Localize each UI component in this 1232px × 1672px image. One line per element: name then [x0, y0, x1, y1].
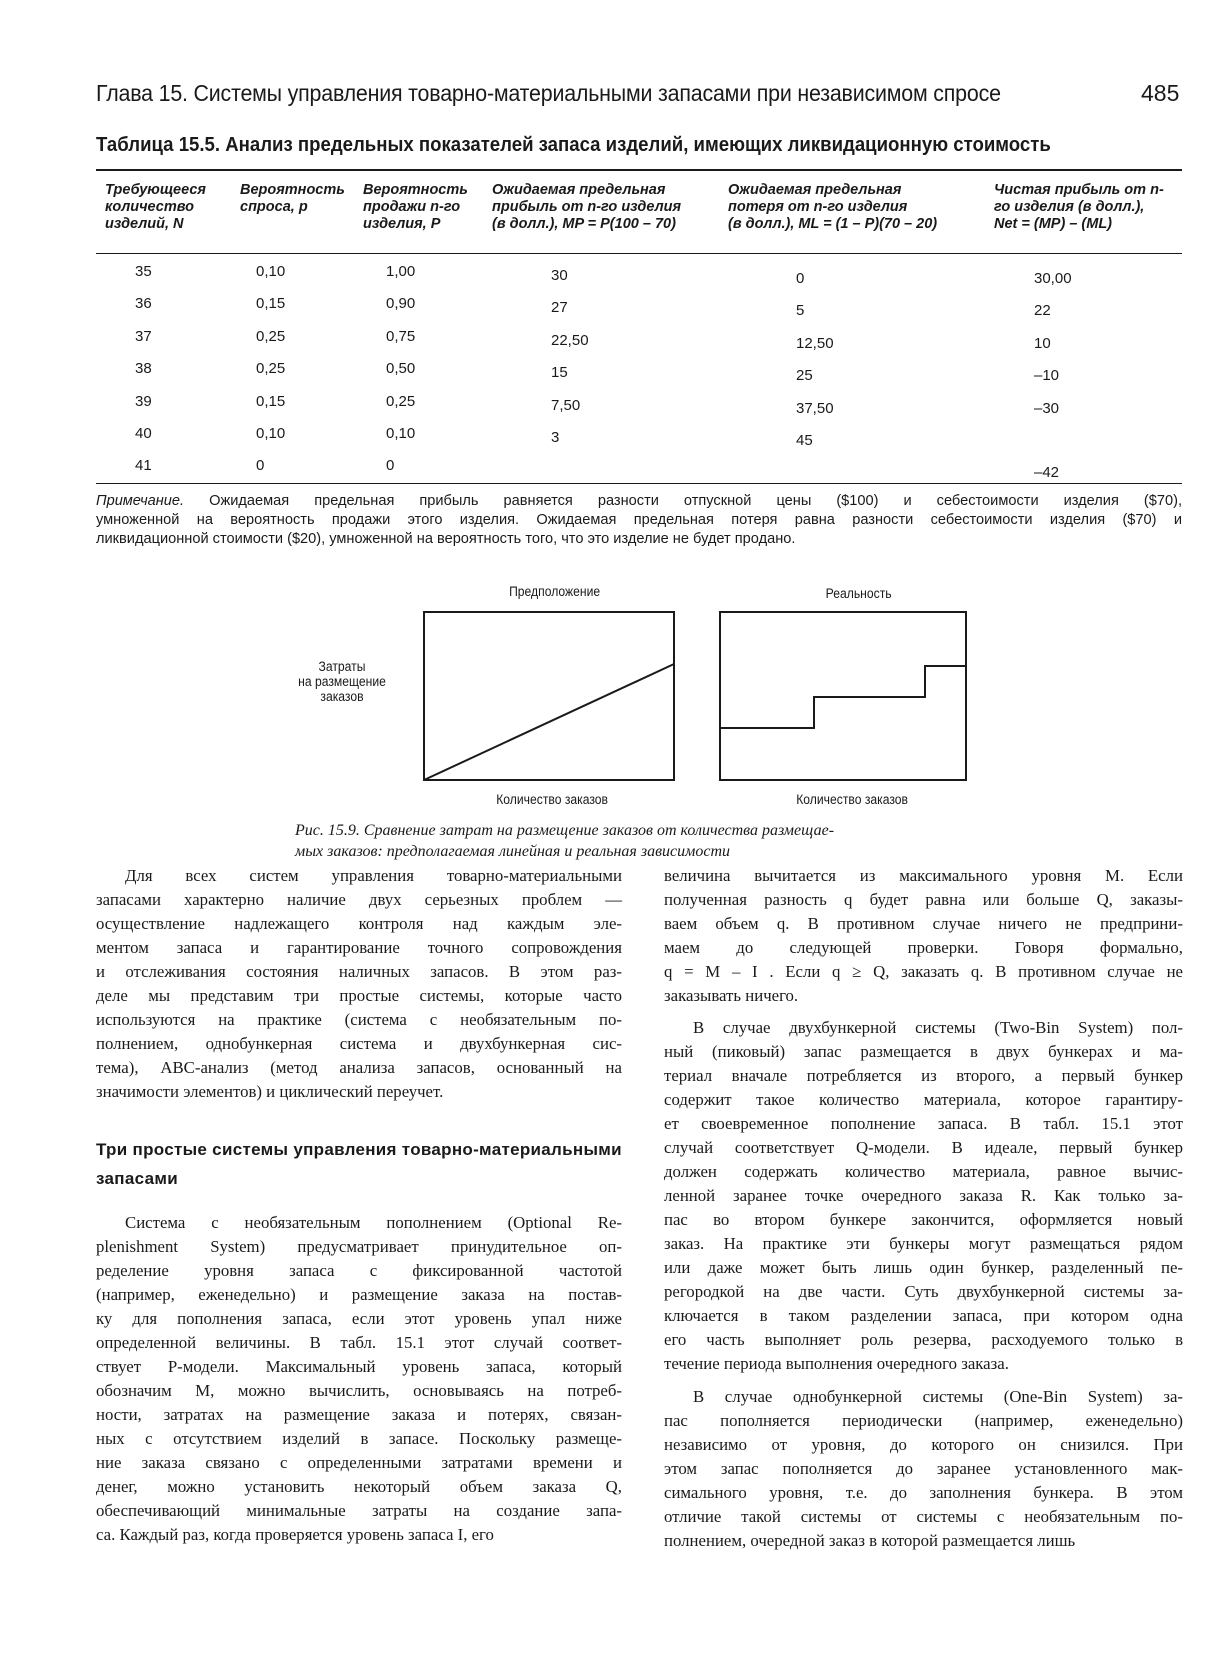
text-line: териал вначале потребляется из второго, а первый бункер [664, 1066, 1183, 1085]
text-line: Система с необязательным пополнением (Optional Re- [125, 1213, 622, 1232]
table-cell: 25 [796, 367, 813, 384]
running-title: Глава 15. Системы управления товарно-материальными запасами при независимом спросе [96, 80, 1001, 106]
table-cell: 45 [796, 432, 813, 449]
cost-figure [0, 0, 1232, 820]
figure-right-title: Реальность [825, 586, 892, 601]
text-line: используются на практике (система с необязательным по- [96, 1010, 622, 1029]
table-cell: 0,25 [386, 393, 416, 410]
text-line: ленной заранее точке очередного заказа R. Как только за- [664, 1186, 1183, 1205]
text-line: пас пополняется периодически (например, еженедельно) [664, 1411, 1183, 1430]
text-line: plenishment System) предусматривает принудительное оп- [96, 1237, 622, 1256]
col-header-demand-probability: Вероятность спроса, p [240, 182, 345, 215]
text-line: ределение уровня запаса с фиксированной частотой [96, 1261, 622, 1280]
table-cell: 3 [551, 429, 560, 446]
table-cell: 22 [1034, 302, 1051, 319]
text-line: В случае двухбункерной системы (Two-Bin System) пол- [693, 1018, 1183, 1037]
text-line: независимо от уровня, до которого он снизился. При [664, 1435, 1183, 1454]
text-line: симального уровня, т.е. до заполнения бункера. В этом [664, 1483, 1183, 1502]
table-cell: 30,00 [1034, 270, 1072, 287]
text-line: значимости элементов) и циклический переучет. [96, 1082, 444, 1101]
right-paragraph-1 [664, 864, 1183, 1008]
table-cell: 22,50 [551, 332, 589, 349]
text-line: обозначим M, можно вычислить, основываясь на потреб- [96, 1381, 622, 1400]
table-cell: 0,10 [256, 425, 286, 442]
table-cell: 41 [135, 457, 152, 474]
text-line: q = M – I . Если q ≥ Q, заказать q. В противном случае не [664, 962, 1183, 981]
table-cell: 38 [135, 360, 152, 377]
text-line: заказ. На практике эти бункеры могут размещаться рядом [664, 1234, 1183, 1253]
section-heading: Три простые системы управления товарно-материальными запасами [96, 1140, 622, 1188]
table-cell: 7,50 [551, 397, 581, 414]
text-line: должен содержать количество материала, равное вычис- [664, 1162, 1183, 1181]
figure-caption: Рис. 15.9. Сравнение затрат на размещение заказов от количества размещае- мых заказов: предполагаемая линейная и реальная зависимости [295, 822, 835, 860]
text-line: ности, затратах на размещение заказа и потерях, связан- [96, 1405, 622, 1424]
text-line: маем до следующей проверки. Говоря формально, [664, 938, 1183, 957]
text-line: обеспечивающий минимальные затраты на создание запа- [96, 1501, 622, 1520]
text-line: деле мы представим три простые системы, которые часто [96, 986, 622, 1005]
table-cell: 37,50 [796, 400, 834, 417]
table-cell: 35 [135, 263, 152, 280]
table-cell: 37 [135, 328, 152, 345]
text-line: ку для пополнения запаса, если этот уровень упал ниже [96, 1309, 622, 1328]
text-line: са. Каждый раз, когда проверяется уровень запаса I, его [96, 1525, 494, 1544]
col-header-sale-probability: Вероятность продажи n-го изделия, P [363, 182, 468, 232]
col-header-marginal-profit: Ожидаемая предельная прибыль от n-го изделия (в долл.), MP = P(100 – 70) [492, 182, 682, 232]
text-line: полученная разность q будет равна или больше Q, заказы- [664, 890, 1183, 909]
text-line: или даже может быть лишь один бункер, разделенный пе- [664, 1258, 1183, 1277]
table-cell: 0,15 [256, 393, 286, 410]
text-line: заказывать ничего. [664, 986, 799, 1005]
step-cost-line [720, 666, 966, 728]
text-line: В случае однобункерной системы (One-Bin System) за- [693, 1387, 1183, 1406]
linear-cost-line [424, 664, 674, 780]
text-line: ных с отсутствием изделий в запасе. Поскольку размеще- [96, 1429, 622, 1448]
text-line: (например, еженедельно) и размещение заказа на постав- [96, 1285, 622, 1304]
text-line: содержит такое количество материала, которое гарантиру- [664, 1090, 1183, 1109]
table-cell: 5 [796, 302, 805, 319]
left-paragraph-2 [96, 1211, 622, 1547]
figure-left-x-label: Количество заказов [496, 792, 609, 807]
text-line: денег, можно установить некоторый объем заказа Q, [96, 1477, 622, 1496]
table-cell: 12,50 [796, 335, 834, 352]
table-cell: 0,10 [256, 263, 286, 280]
text-line: отличие такой системы от системы с необязательным по- [664, 1507, 1183, 1526]
table-cell: 0,90 [386, 295, 416, 312]
table-cell: 0 [256, 457, 265, 474]
text-line: этом запас пополняется до заранее установленного мак- [664, 1459, 1183, 1478]
col-header-marginal-loss: Ожидаемая предельная потеря от n-го изделия (в долл.), ML = (1 – P)(70 – 20) [728, 182, 938, 232]
text-line: запасами характерно наличие двух серьезных проблем — [96, 890, 622, 909]
text-line: ментом запаса и гарантирование точного сопровождения [96, 938, 622, 957]
col-header-net-profit: Чистая прибыль от n- го изделия (в долл.), Net = (MP) – (ML) [994, 182, 1164, 232]
table-cell: 30 [551, 267, 568, 284]
text-line: осуществление надлежащего контроля над каждым эле- [96, 914, 622, 933]
left-paragraph-1 [96, 864, 622, 1104]
assumption-frame [424, 612, 674, 780]
note-label: Примечание. [96, 493, 185, 509]
text-line: его часть выполняет роль резерва, расходуемого только в [664, 1330, 1183, 1349]
text-line: ет своевременное пополнение запаса. В табл. 15.1 этот [664, 1114, 1183, 1133]
right-paragraph-2 [664, 1016, 1183, 1376]
figure-left-title: Предположение [509, 584, 601, 599]
table-cell: –30 [1034, 400, 1060, 417]
text-line: и отслеживания состояния наличных запасов. В этом раз- [96, 962, 622, 981]
text-line: величина вычитается из максимального уровня M. Если [664, 866, 1183, 885]
table-cell: 36 [135, 295, 152, 312]
text-line: ствует P-модели. Максимальный уровень запаса, который [96, 1357, 622, 1376]
col-header-quantity: Требующееся количество изделий, N [105, 182, 206, 232]
figure-y-label: Затраты на размещение заказов [298, 659, 386, 704]
table-cell: 15 [551, 364, 568, 381]
figure-right-x-label: Количество заказов [796, 792, 909, 807]
table-cell: 0 [386, 457, 395, 474]
right-paragraph-3 [664, 1385, 1183, 1553]
table-cell: 10 [1034, 335, 1051, 352]
table-cell: 0,15 [256, 295, 286, 312]
table-cell: 0,10 [386, 425, 416, 442]
table-cell: 0,75 [386, 328, 416, 345]
text-line: полнением, однобункерная система и двухбункерная сис- [96, 1034, 622, 1053]
table-cell: 0,50 [386, 360, 416, 377]
page-number: 485 [1141, 80, 1180, 106]
table-note: Примечание. Ожидаемая предельная прибыль равняется разности отпускной цены ($100) и себестоимости изделия ($70), умноженной на вероятность продажи этого изделия. Ожидаемая предельная потеря равна разности себестоимости изделия ($70) и ликвидационной стоимости ($20), умноженной на вероятность того, что это изделие не будет продано. [96, 493, 1182, 547]
text-line: Для всех систем управления товарно-материальными [125, 866, 622, 885]
table-title: Таблица 15.5. Анализ предельных показателей запаса изделий, имеющих ликвидационную стоимость [96, 134, 1051, 156]
text-line: пас во втором бункере закончится, оформляется новый [664, 1210, 1183, 1229]
text-line: регородкой на две части. Суть двухбункерной системы за- [664, 1282, 1183, 1301]
text-line: ный (пиковый) запас размещается в двух бункерах и ма- [664, 1042, 1183, 1061]
table-cell: 0,25 [256, 328, 286, 345]
table-cell: 27 [551, 299, 568, 316]
text-line: определенной величины. В табл. 15.1 этот случай соответ- [96, 1333, 622, 1352]
text-line: случай соответствует Q-модели. В идеале, первый бункер [664, 1138, 1183, 1157]
table-cell: –10 [1034, 367, 1060, 384]
text-line: ваем объем q. В противном случае ничего не предприни- [664, 914, 1183, 933]
table-cell: 40 [135, 425, 152, 442]
table-cell: 1,00 [386, 263, 416, 280]
table-cell: 0 [796, 270, 805, 287]
table-cell: 39 [135, 393, 152, 410]
table-cell: –42 [1034, 464, 1060, 481]
text-line: ние заказа связано с определенными затратами времени и [96, 1453, 622, 1472]
text-line: полнением, очередной заказ в которой размещается лишь [664, 1531, 1076, 1550]
text-line: ключается в таком разделении запаса, при котором одна [664, 1306, 1183, 1325]
text-line: течение периода выполнения очередного заказа. [664, 1354, 1009, 1373]
text-line: тема), ABC-анализ (метод анализа запасов, основанный на [96, 1058, 622, 1077]
table-cell: 0,25 [256, 360, 286, 377]
